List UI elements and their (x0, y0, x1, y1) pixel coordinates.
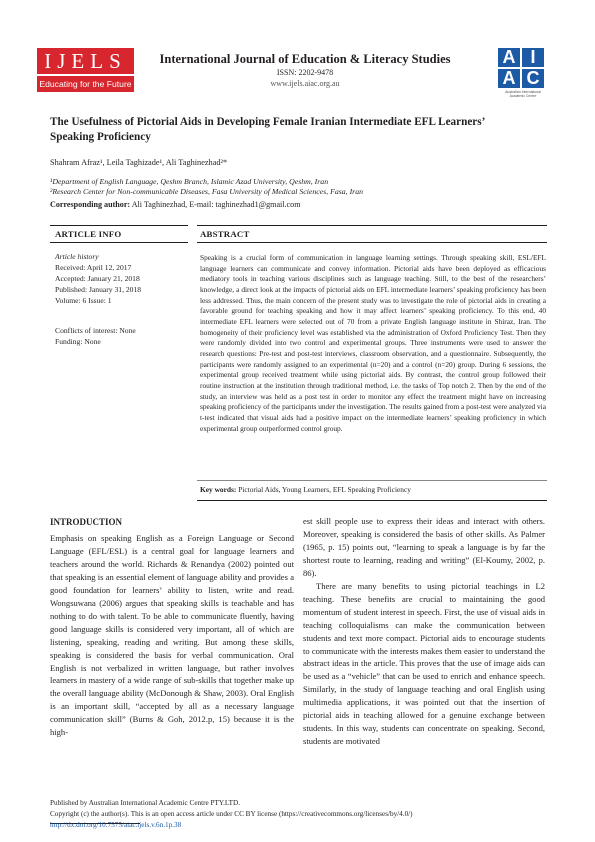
divider (50, 242, 188, 243)
volume-issue: Volume: 6 Issue: 1 (55, 296, 112, 305)
issn: ISSN: 2202-9478 (276, 68, 334, 77)
aiac-logo-cell: A (498, 69, 520, 88)
copyright-note: Copyright (c) the author(s). This is an open access article under CC BY license (https://creativecommons.org/licenses/by/4.0/) (50, 810, 413, 818)
aiac-logo-cell: I (522, 48, 544, 67)
conflicts-of-interest: Conflicts of interest: None (55, 326, 136, 335)
paper-title (50, 115, 550, 145)
introduction-right-column (303, 515, 545, 748)
affiliation-1: ¹Department of English Language, Qeshm Branch, Islamic Azad University, Qeshm, Iran (50, 177, 329, 186)
divider (197, 480, 547, 481)
article-info-heading: ARTICLE INFO (55, 229, 122, 239)
divider (197, 225, 547, 226)
journal-title: International Journal of Education & Literacy Studies (159, 52, 451, 66)
paragraph: est skill people use to express their ideas and interact with others. Moreover, speaking is considered the basis of other skills. As Palmer (1965, p. 15) points out, “learning to speak a language is by far the shortest route to learning, reading and writing” (El-Koumy, 2002, p. 86). (303, 516, 545, 578)
paragraph: There are many benefits to using pictorial teachings in L2 teaching. These benefits are crucial to maintaining the good momentum of student interest in speech. First, the use of visual aids in teaching colloquialisms can make the communication between students and text more compact. Pictorial aids to encourage students to communicate with the interests makes them easier to understand the abstract ideas in the article. This proves that the use of image aids can be used as a “vehicle” that can be used to enrich and enhance speech. Similarly, in the study of language teaching and oral English using multimedia applications, it was pointed out that the insertion of pictorial aids in teaching allowed for a genuine exchange between students. In this way, students can concentrate on speaking. Second, students are motivated (303, 580, 545, 747)
declarations (55, 325, 136, 347)
publisher-note: Published by Australian International Academic Centre PTY.LTD. (50, 799, 241, 807)
introduction-heading: INTRODUCTION (50, 517, 123, 527)
published-date: Published: January 31, 2018 (55, 285, 142, 294)
divider (197, 242, 547, 243)
author-list: Shahram Afraz¹, Leila Taghizade¹, Ali Taghinezhad²* (50, 158, 228, 167)
aiac-logo-tagline: Australian International Academic Centre (505, 90, 541, 98)
accepted-date: Accepted: January 21, 2018 (55, 274, 140, 283)
funding: Funding: None (55, 337, 101, 346)
article-history-label: Article history (55, 252, 99, 261)
corresponding-author-label: Corresponding author: (50, 200, 131, 209)
ijels-logo (37, 48, 134, 92)
corresponding-author (50, 200, 301, 209)
divider (197, 500, 547, 501)
journal-website-link[interactable]: www.ijels.aiac.org.au (270, 79, 340, 88)
paper-title-line: The Usefulness of Pictorial Aids in Developing Female Iranian Intermediate EFL Learners’ (50, 116, 486, 128)
paper-title-line: Speaking Proficiency (50, 131, 151, 143)
introduction-left-column (50, 532, 294, 739)
article-history (55, 251, 141, 306)
divider (50, 225, 188, 226)
keywords-list: Pictorial Aids, Young Learners, EFL Speaking Proficiency (236, 485, 411, 494)
corresponding-author-details: Ali Taghinezhad, E-mail: taghinezhad1@gmail.com (130, 200, 301, 209)
keywords-label: Key words: (200, 485, 237, 494)
aiac-logo-cell: A (498, 48, 520, 67)
ijels-logo-text: IJELS (37, 48, 134, 74)
keywords (200, 485, 546, 494)
affiliation-2: ²Research Center for Non-communicable Diseases, Fasa University of Medical Sciences, Fasa, Iran (50, 187, 363, 196)
aiac-logo-cell: C (522, 69, 544, 88)
received-date: Received: April 12, 2017 (55, 263, 132, 272)
abstract-text: Speaking is a crucial form of communication in language learning settings. Through speaking skill, ESL/EFL language learners can communicate and convey information. Pictorial aids have been deployed as efficacious mediatory tools in teaching various disciplines such as language teaching. Still, to the best of the researchers’ knowledge, a direct look at the impacts of pictorial aids on EFL intermediate learners’ speaking proficiency has been less addressed. Thus, the main concern of the present study was to investigate the role of pictorial aids in creating a favorable ground for teaching speaking and how it may affect learners’ speaking proficiency. To this end, 40 intermediate EFL learners were selected out of 70 from a private English language institute in Shiraz, Iran. The homogeneity of their proficiency level was established via the administration of Oxford Proficiency Test. Then they were randomly divided into two control and experimental groups. Three instruments were used to answer the research questions: Pre-test and post-test interviews, classroom observation, and a questionnaire. Subsequently, the participants were randomly assigned to an experimental (n=20) and a control (n=20) group. During 6 sessions, the experimental group received treatment while using pictorial aids. By contrast, the control group followed their routine instruction at the institution through traditional method, i.e. the tasks of Top notch 2. Then by the end of the study, an interview was held as a post test in order to monitor any effect the treatment might have on increasing speaking proficiency of the participants under the investigation. The results gained from a post-test were analyzed via t-test indicated that visual aids had a positive impact on the intermediate learners’ speaking proficiency in which experimental group outperformed control group. (200, 253, 546, 433)
aiac-logo (498, 47, 548, 98)
doi-link-text[interactable]: http://dx.doi.org/10.7575/aiac.ijels.v.6n.1p.38 (50, 821, 182, 829)
paragraph: Emphasis on speaking English as a Foreign Language or Second Language (EFL/ESL) is a central goal for language learners and teachers around the world. Richards & Renandya (2002) pointed out that speaking is an essential element of language ability and provides a good foundation for learners’ ability to listen, write and read. Wongsuwana (2006) argues that speaking skills is teachable and has nothing to do with talent. To be able to communicate fluently, having good language skills is considered very important, all of which are listening, speaking, reading and writing. But among these skills, speaking is considered the basis for verbal communication. Oral English is not verbalized in written language, but rather involves learners in mastery of a wide range of sub-skills that together make up the overall language ability (McDonough & Shaw, 2003). Oral English is an important skill, “accepted by all as a necessary language communication skill” (Burns & Goh, 2012.p, 15) because it is the high- (50, 533, 294, 738)
ijels-logo-tagline: Educating for the Future (37, 76, 134, 92)
abstract-heading: ABSTRACT (200, 229, 250, 239)
doi-link[interactable] (50, 821, 181, 829)
